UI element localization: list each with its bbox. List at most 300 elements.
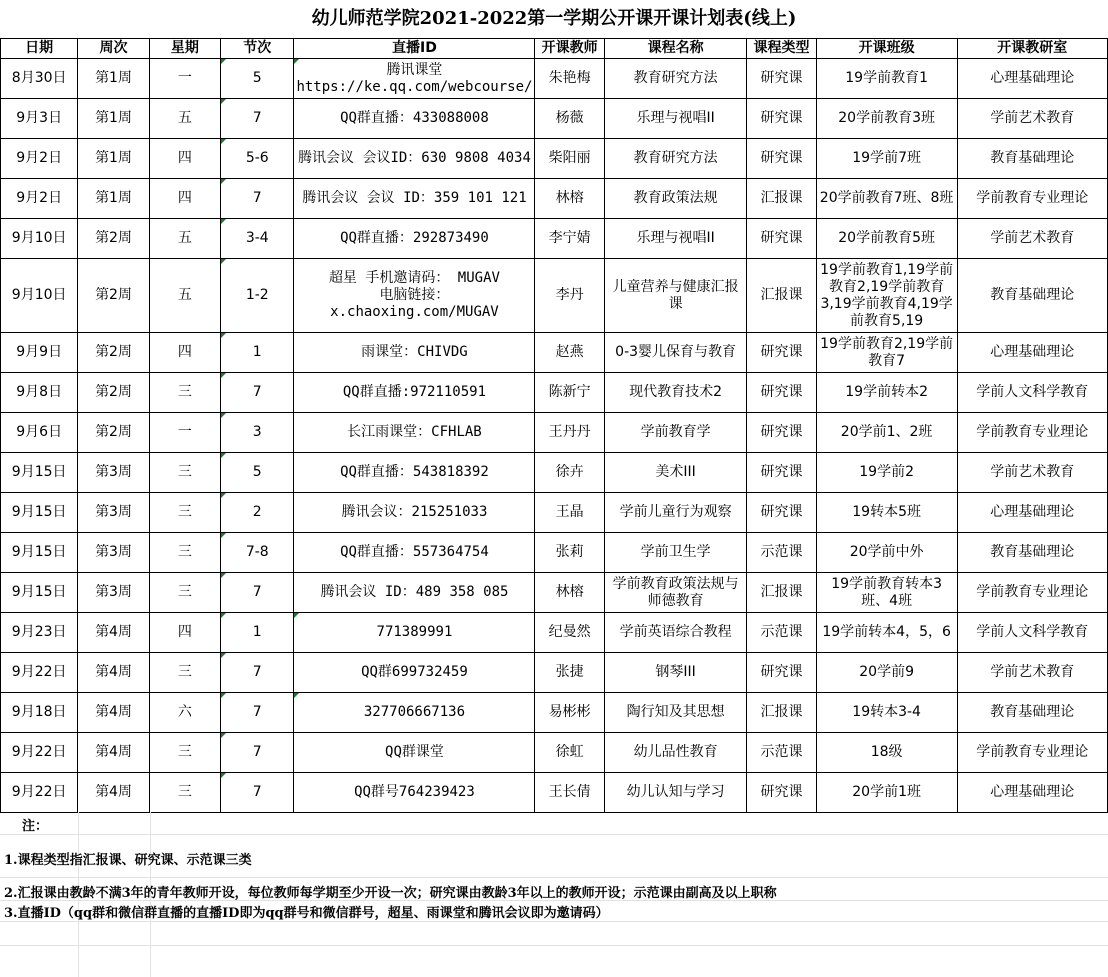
table-cell[interactable] bbox=[294, 333, 535, 373]
table-cell[interactable] bbox=[535, 693, 604, 733]
table-cell[interactable] bbox=[535, 453, 604, 493]
table-cell[interactable] bbox=[747, 493, 816, 533]
table-cell[interactable] bbox=[957, 99, 1108, 139]
table-cell[interactable] bbox=[294, 773, 535, 813]
table-cell[interactable] bbox=[221, 693, 294, 733]
cell-text: 学前人文科学教育 bbox=[976, 624, 1089, 640]
cell-text: 一 bbox=[177, 424, 192, 440]
table-cell[interactable] bbox=[221, 219, 294, 259]
table-cell[interactable] bbox=[957, 333, 1108, 373]
table-cell[interactable] bbox=[535, 179, 604, 219]
column-header[interactable]: 开课教师 bbox=[535, 39, 604, 59]
table-cell[interactable] bbox=[78, 733, 149, 773]
cell-text: QQ群直播：557364754 bbox=[340, 544, 489, 560]
cell-text: 四 bbox=[177, 190, 192, 206]
table-cell[interactable] bbox=[221, 59, 294, 99]
table-cell[interactable] bbox=[816, 259, 957, 333]
cell-text: 19学前2 bbox=[859, 464, 914, 480]
table-row bbox=[1, 179, 1108, 219]
table-cell[interactable] bbox=[1, 653, 78, 693]
cell-text: 长江雨课堂：CFHLAB bbox=[347, 424, 482, 440]
table-cell[interactable] bbox=[149, 59, 220, 99]
cell-text: 杨薇 bbox=[555, 110, 584, 126]
table-cell[interactable] bbox=[816, 613, 957, 653]
cell-text: 9月3日 bbox=[16, 110, 63, 126]
table-cell[interactable] bbox=[535, 259, 604, 333]
cell-text: 心理基础理论 bbox=[990, 784, 1075, 800]
table-cell[interactable] bbox=[535, 533, 604, 573]
table-cell[interactable] bbox=[604, 453, 747, 493]
table-cell[interactable] bbox=[1, 219, 78, 259]
table-cell[interactable] bbox=[221, 413, 294, 453]
table-cell[interactable] bbox=[816, 59, 957, 99]
table-cell[interactable] bbox=[221, 493, 294, 533]
cell-text: 汇报课 bbox=[760, 704, 803, 720]
cell-text: 第4周 bbox=[95, 624, 132, 640]
table-cell[interactable] bbox=[1, 613, 78, 653]
cell-text: 腾讯会议 会议ID：630 9808 4034 bbox=[298, 150, 531, 166]
cell-text: 9月22日 bbox=[11, 784, 67, 800]
cell-text: 腾讯会议：215251033 bbox=[341, 504, 488, 520]
table-cell[interactable] bbox=[957, 413, 1108, 453]
table-cell[interactable] bbox=[747, 59, 816, 99]
cell-text: 陈新宁 bbox=[548, 384, 591, 400]
table-cell[interactable] bbox=[535, 773, 604, 813]
cell-text: 9月15日 bbox=[11, 584, 67, 600]
cell-text: 幼儿品性教育 bbox=[633, 744, 718, 760]
cell-text: 5-6 bbox=[245, 150, 269, 166]
table-cell[interactable] bbox=[1, 373, 78, 413]
table-cell[interactable] bbox=[747, 373, 816, 413]
table-cell[interactable] bbox=[816, 493, 957, 533]
table-cell[interactable] bbox=[535, 219, 604, 259]
table-cell[interactable] bbox=[149, 613, 220, 653]
table-cell[interactable] bbox=[604, 139, 747, 179]
table-cell[interactable] bbox=[221, 453, 294, 493]
cell-text: 学前艺术教育 bbox=[990, 110, 1075, 126]
table-cell[interactable] bbox=[78, 613, 149, 653]
table-cell[interactable] bbox=[604, 59, 747, 99]
cell-text: QQ群直播：543818392 bbox=[340, 464, 489, 480]
table-cell[interactable] bbox=[816, 533, 957, 573]
table-cell[interactable] bbox=[604, 219, 747, 259]
cell-text: 9月22日 bbox=[11, 664, 67, 680]
table-cell[interactable] bbox=[221, 179, 294, 219]
table-cell[interactable] bbox=[294, 219, 535, 259]
table-cell[interactable] bbox=[747, 219, 816, 259]
cell-text: 研究课 bbox=[760, 424, 803, 440]
table-cell[interactable] bbox=[149, 139, 220, 179]
table-cell[interactable] bbox=[149, 573, 220, 613]
cell-text: 第3周 bbox=[95, 504, 132, 520]
cell-text: 心理基础理论 bbox=[990, 70, 1075, 86]
table-cell[interactable] bbox=[1, 493, 78, 533]
table-cell[interactable] bbox=[747, 533, 816, 573]
table-cell[interactable] bbox=[149, 99, 220, 139]
table-cell[interactable] bbox=[604, 693, 747, 733]
cell-text: 陶行知及其思想 bbox=[626, 704, 725, 720]
table-cell[interactable] bbox=[604, 333, 747, 373]
table-cell[interactable] bbox=[294, 139, 535, 179]
cell-text: 美术III bbox=[655, 464, 696, 480]
table-cell[interactable] bbox=[747, 333, 816, 373]
cell-text: 幼儿认知与学习 bbox=[626, 784, 725, 800]
cell-text: 771389991 bbox=[376, 624, 453, 640]
table-cell[interactable] bbox=[78, 373, 149, 413]
table-cell[interactable] bbox=[957, 533, 1108, 573]
table-cell[interactable] bbox=[294, 179, 535, 219]
notes-heading: 注： bbox=[22, 819, 49, 834]
cell-text: 研究课 bbox=[760, 384, 803, 400]
column-header[interactable]: 节次 bbox=[221, 39, 294, 59]
cell-text: 心理基础理论 bbox=[990, 504, 1075, 520]
cell-text: 五 bbox=[177, 287, 192, 303]
table-cell[interactable] bbox=[1, 413, 78, 453]
column-header[interactable]: 开课教研室 bbox=[957, 39, 1108, 59]
table-cell[interactable] bbox=[604, 373, 747, 413]
cell-text: 李丹 bbox=[555, 287, 584, 303]
cell-text: 19转本5班 bbox=[852, 504, 921, 520]
table-row bbox=[1, 139, 1108, 179]
table-cell[interactable] bbox=[604, 493, 747, 533]
cell-text: 327706667136 bbox=[363, 704, 466, 720]
cell-text: 教育政策法规 bbox=[633, 190, 718, 206]
table-cell[interactable] bbox=[294, 493, 535, 533]
column-header[interactable]: 日期 bbox=[1, 39, 78, 59]
cell-text: 钢琴III bbox=[655, 664, 696, 680]
cell-text: 学前教育专业理论 bbox=[976, 584, 1089, 600]
table-cell[interactable] bbox=[535, 373, 604, 413]
cell-text: QQ群直播:972110591 bbox=[342, 384, 487, 400]
table-cell[interactable] bbox=[604, 653, 747, 693]
cell-text: 五 bbox=[177, 230, 192, 246]
table-row bbox=[1, 773, 1108, 813]
table-cell[interactable] bbox=[957, 259, 1108, 333]
cell-text: 腾讯会议 会议 ID：359 101 121 bbox=[302, 190, 527, 206]
table-cell[interactable] bbox=[747, 179, 816, 219]
table-cell[interactable] bbox=[747, 613, 816, 653]
table-cell[interactable] bbox=[78, 493, 149, 533]
table-cell[interactable] bbox=[221, 139, 294, 179]
cell-text: 8月30日 bbox=[11, 70, 67, 86]
table-cell[interactable] bbox=[604, 573, 747, 613]
cell-text: 20学前9 bbox=[859, 664, 914, 680]
cell-text: 徐虹 bbox=[555, 744, 584, 760]
table-cell[interactable] bbox=[957, 139, 1108, 179]
table-cell[interactable] bbox=[747, 653, 816, 693]
cell-text: 9月15日 bbox=[11, 464, 67, 480]
table-cell[interactable] bbox=[294, 259, 535, 333]
table-cell[interactable] bbox=[294, 373, 535, 413]
cell-text: 第1周 bbox=[95, 110, 132, 126]
table-cell[interactable] bbox=[149, 259, 220, 333]
table-cell[interactable] bbox=[747, 139, 816, 179]
cell-text: 7 bbox=[252, 784, 262, 800]
table-cell[interactable] bbox=[747, 573, 816, 613]
table-cell[interactable] bbox=[957, 59, 1108, 99]
table-cell[interactable] bbox=[78, 179, 149, 219]
table-cell[interactable] bbox=[604, 613, 747, 653]
table-cell[interactable] bbox=[78, 99, 149, 139]
cell-text: 林榕 bbox=[555, 190, 584, 206]
table-cell[interactable] bbox=[604, 179, 747, 219]
cell-text: 第4周 bbox=[95, 664, 132, 680]
table-cell[interactable] bbox=[1, 179, 78, 219]
table-cell[interactable] bbox=[816, 653, 957, 693]
cell-text: 第3周 bbox=[95, 544, 132, 560]
column-header[interactable]: 课程类型 bbox=[747, 39, 816, 59]
table-cell[interactable] bbox=[1, 773, 78, 813]
table-row bbox=[1, 453, 1108, 493]
table-cell[interactable] bbox=[957, 653, 1108, 693]
table-cell[interactable] bbox=[816, 373, 957, 413]
table-cell[interactable] bbox=[294, 453, 535, 493]
cell-text: 20学前1班 bbox=[852, 784, 921, 800]
table-cell[interactable] bbox=[957, 179, 1108, 219]
table-cell[interactable] bbox=[78, 259, 149, 333]
table-cell[interactable] bbox=[816, 453, 957, 493]
table-cell[interactable] bbox=[1, 59, 78, 99]
note-1: 1.课程类型指汇报课、研究课、示范课三类 bbox=[4, 853, 252, 868]
cell-text: 18级 bbox=[870, 744, 903, 760]
column-header[interactable]: 周次 bbox=[78, 39, 149, 59]
cell-text: 第3周 bbox=[95, 464, 132, 480]
table-cell[interactable] bbox=[816, 413, 957, 453]
table-cell[interactable] bbox=[78, 333, 149, 373]
cell-text: 研究课 bbox=[760, 464, 803, 480]
table-cell[interactable] bbox=[957, 693, 1108, 733]
table-cell[interactable] bbox=[78, 413, 149, 453]
table-cell[interactable] bbox=[221, 733, 294, 773]
cell-text: 7 bbox=[252, 744, 262, 760]
table-cell[interactable] bbox=[816, 733, 957, 773]
cell-text: 示范课 bbox=[760, 744, 803, 760]
cell-text: 研究课 bbox=[760, 110, 803, 126]
table-cell[interactable] bbox=[535, 653, 604, 693]
table-cell[interactable] bbox=[221, 773, 294, 813]
table-cell[interactable] bbox=[604, 259, 747, 333]
cell-text: 第2周 bbox=[95, 384, 132, 400]
cell-text: 汇报课 bbox=[760, 190, 803, 206]
table-cell[interactable] bbox=[816, 333, 957, 373]
table-cell[interactable] bbox=[149, 733, 220, 773]
table-cell[interactable] bbox=[149, 493, 220, 533]
table-cell[interactable] bbox=[294, 653, 535, 693]
cell-text: 学前人文科学教育 bbox=[976, 384, 1089, 400]
table-cell[interactable] bbox=[78, 139, 149, 179]
cell-text: 9月22日 bbox=[11, 744, 67, 760]
table-cell[interactable] bbox=[78, 653, 149, 693]
cell-text: 第2周 bbox=[95, 424, 132, 440]
table-cell[interactable] bbox=[221, 653, 294, 693]
table-cell[interactable] bbox=[149, 179, 220, 219]
table-cell[interactable] bbox=[149, 773, 220, 813]
table-cell[interactable] bbox=[149, 373, 220, 413]
table-cell[interactable] bbox=[78, 219, 149, 259]
table-cell[interactable] bbox=[78, 533, 149, 573]
cell-text: 0-3婴儿保育与教育 bbox=[615, 344, 737, 360]
table-cell[interactable] bbox=[149, 653, 220, 693]
table-cell[interactable] bbox=[535, 59, 604, 99]
table-cell[interactable] bbox=[957, 573, 1108, 613]
table-cell[interactable] bbox=[1, 693, 78, 733]
table-cell[interactable] bbox=[604, 773, 747, 813]
table-cell[interactable] bbox=[1, 259, 78, 333]
table-cell[interactable] bbox=[1, 533, 78, 573]
table-cell[interactable] bbox=[221, 259, 294, 333]
table-cell[interactable] bbox=[957, 493, 1108, 533]
cell-text: 示范课 bbox=[760, 624, 803, 640]
table-cell[interactable] bbox=[1, 99, 78, 139]
table-cell[interactable] bbox=[221, 613, 294, 653]
table-cell[interactable] bbox=[604, 99, 747, 139]
table-cell[interactable] bbox=[78, 693, 149, 733]
table-cell[interactable] bbox=[604, 533, 747, 573]
table-cell[interactable] bbox=[604, 733, 747, 773]
cell-text: 9月15日 bbox=[11, 544, 67, 560]
table-cell[interactable] bbox=[78, 453, 149, 493]
table-cell[interactable] bbox=[535, 613, 604, 653]
table-row bbox=[1, 653, 1108, 693]
table-cell[interactable] bbox=[294, 693, 535, 733]
cell-text: 20学前教育3班 bbox=[838, 110, 935, 126]
table-cell[interactable] bbox=[294, 733, 535, 773]
table-cell[interactable] bbox=[816, 693, 957, 733]
header-row bbox=[1, 39, 1108, 59]
table-cell[interactable] bbox=[604, 413, 747, 453]
table-cell[interactable] bbox=[957, 613, 1108, 653]
table-cell[interactable] bbox=[149, 413, 220, 453]
cell-text: 研究课 bbox=[760, 344, 803, 360]
column-header[interactable]: 课程名称 bbox=[604, 39, 747, 59]
cell-text: 学前儿童行为观察 bbox=[619, 504, 732, 520]
table-cell[interactable] bbox=[149, 219, 220, 259]
table-cell[interactable] bbox=[747, 773, 816, 813]
table-cell[interactable] bbox=[1, 139, 78, 179]
table-cell[interactable] bbox=[294, 59, 535, 99]
table-cell[interactable] bbox=[221, 99, 294, 139]
table-cell[interactable] bbox=[957, 453, 1108, 493]
table-cell[interactable] bbox=[747, 733, 816, 773]
cell-text: 9月23日 bbox=[11, 624, 67, 640]
cell-text: 第3周 bbox=[95, 584, 132, 600]
table-cell[interactable] bbox=[535, 333, 604, 373]
table-cell[interactable] bbox=[221, 333, 294, 373]
cell-text: 19学前教育1 bbox=[845, 70, 928, 86]
table-row bbox=[1, 373, 1108, 413]
table-cell[interactable] bbox=[535, 733, 604, 773]
cell-text: 学前艺术教育 bbox=[990, 464, 1075, 480]
table-cell[interactable] bbox=[78, 773, 149, 813]
table-cell[interactable] bbox=[816, 573, 957, 613]
cell-text: 纪曼然 bbox=[548, 624, 591, 640]
cell-text: 7 bbox=[252, 384, 262, 400]
table-cell[interactable] bbox=[816, 219, 957, 259]
table-cell[interactable] bbox=[747, 693, 816, 733]
cell-text: 1-2 bbox=[245, 287, 269, 303]
cell-text: QQ群号764239423 bbox=[354, 784, 475, 800]
table-cell[interactable] bbox=[747, 413, 816, 453]
table-cell[interactable] bbox=[535, 493, 604, 533]
table-cell[interactable] bbox=[535, 413, 604, 453]
table-cell[interactable] bbox=[1, 733, 78, 773]
table-cell[interactable] bbox=[221, 573, 294, 613]
cell-text: 教育研究方法 bbox=[633, 70, 718, 86]
table-cell[interactable] bbox=[1, 573, 78, 613]
table-cell[interactable] bbox=[78, 573, 149, 613]
cell-text: 20学前教育5班 bbox=[838, 230, 935, 246]
table-cell[interactable] bbox=[149, 533, 220, 573]
cell-text: 林榕 bbox=[555, 584, 584, 600]
cell-text: 学前教育专业理论 bbox=[976, 744, 1089, 760]
table-cell[interactable] bbox=[149, 453, 220, 493]
column-header[interactable]: 开课班级 bbox=[816, 39, 957, 59]
table-cell[interactable] bbox=[149, 333, 220, 373]
table-cell[interactable] bbox=[535, 573, 604, 613]
cell-text: 9月2日 bbox=[16, 150, 63, 166]
table-cell[interactable] bbox=[957, 373, 1108, 413]
table-cell[interactable] bbox=[221, 533, 294, 573]
table-cell[interactable] bbox=[535, 99, 604, 139]
cell-text: 1 bbox=[252, 624, 262, 640]
table-cell[interactable] bbox=[816, 99, 957, 139]
table-cell[interactable] bbox=[747, 259, 816, 333]
table-cell[interactable] bbox=[957, 219, 1108, 259]
table-cell[interactable] bbox=[535, 139, 604, 179]
table-row bbox=[1, 259, 1108, 333]
cell-text: 第1周 bbox=[95, 150, 132, 166]
cell-text: 王长倩 bbox=[548, 784, 591, 800]
column-header[interactable]: 星期 bbox=[149, 39, 220, 59]
cell-text: 学前卫生学 bbox=[640, 544, 711, 560]
table-cell[interactable] bbox=[294, 99, 535, 139]
cell-text: 学前艺术教育 bbox=[990, 230, 1075, 246]
cell-text: 9月18日 bbox=[11, 704, 67, 720]
table-cell[interactable] bbox=[747, 99, 816, 139]
table-cell[interactable] bbox=[957, 733, 1108, 773]
table-cell[interactable] bbox=[78, 59, 149, 99]
table-cell[interactable] bbox=[816, 773, 957, 813]
table-cell[interactable] bbox=[816, 139, 957, 179]
cell-text: 王丹丹 bbox=[548, 424, 591, 440]
table-cell[interactable] bbox=[1, 333, 78, 373]
table-cell[interactable] bbox=[294, 613, 535, 653]
cell-text: 研究课 bbox=[760, 230, 803, 246]
note-3: 3.直播ID（qq群和微信群直播的直播ID即为qq群号和微信群号，超星、雨课堂和腾讯会议即为邀请码） bbox=[4, 906, 609, 921]
table-row bbox=[1, 413, 1108, 453]
cell-text: 张捷 bbox=[555, 664, 584, 680]
cell-text: 教育研究方法 bbox=[633, 150, 718, 166]
table-row bbox=[1, 613, 1108, 653]
table-cell[interactable] bbox=[294, 573, 535, 613]
table-cell[interactable] bbox=[149, 693, 220, 733]
table-cell[interactable] bbox=[957, 773, 1108, 813]
table-cell[interactable] bbox=[294, 413, 535, 453]
table-row bbox=[1, 59, 1108, 99]
column-header[interactable]: 直播ID bbox=[294, 39, 535, 59]
cell-text: 学前教育专业理论 bbox=[976, 190, 1089, 206]
table-cell[interactable] bbox=[816, 179, 957, 219]
table-cell[interactable] bbox=[1, 453, 78, 493]
cell-text: 研究课 bbox=[760, 70, 803, 86]
table-cell[interactable] bbox=[747, 453, 816, 493]
cell-text: 学前艺术教育 bbox=[990, 664, 1075, 680]
cell-text: 雨课堂：CHIVDG bbox=[361, 344, 468, 360]
table-cell[interactable] bbox=[294, 533, 535, 573]
cell-text: 教育基础理论 bbox=[990, 544, 1075, 560]
cell-text: 7 bbox=[252, 704, 262, 720]
table-cell[interactable] bbox=[221, 373, 294, 413]
